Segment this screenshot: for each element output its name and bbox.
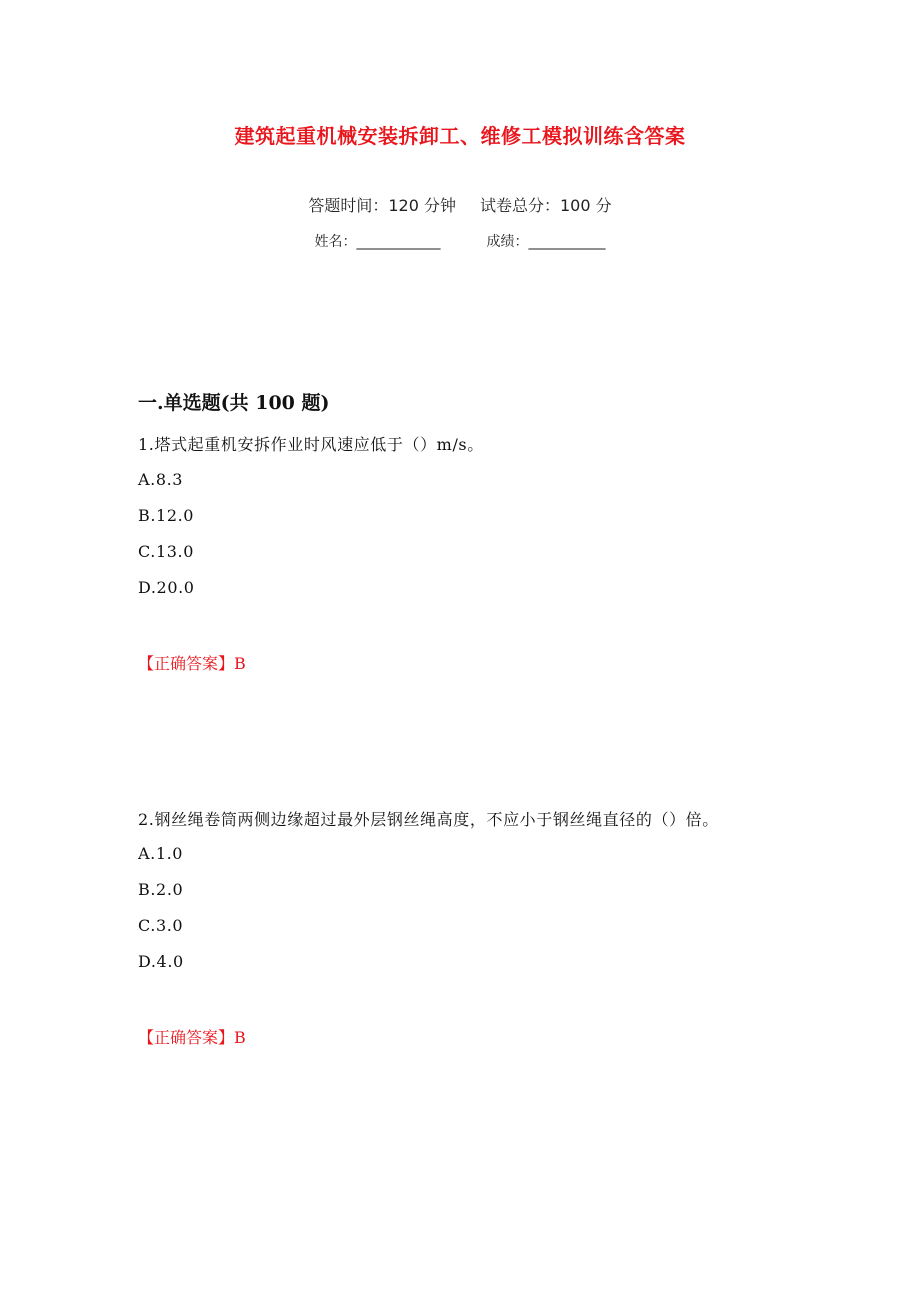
question-stem: 2.钢丝绳卷筒两侧边缘超过最外层钢丝绳高度，不应小于钢丝绳直径的（）倍。 [138, 810, 719, 829]
exam-time: 答题时间：120 分钟 [308, 196, 456, 215]
section-heading: 一.单选题(共 100 题) [138, 392, 330, 414]
answer-label: 【正确答案】 [138, 654, 235, 673]
score-field: 成绩：___________ [486, 234, 606, 250]
exam-info-row [0, 193, 920, 216]
option-a: A.1.0 [138, 844, 184, 863]
answer-value: B [234, 1028, 246, 1047]
question-stem: 1.塔式起重机安拆作业时风速应低于（）m/s。 [138, 435, 484, 454]
correct-answer [138, 651, 246, 674]
option-b: B.2.0 [138, 880, 184, 899]
option-a: A.8.3 [138, 470, 184, 489]
document-title: 建筑起重机械安装拆卸工、维修工模拟训练含答案 [234, 124, 686, 148]
option-b: B.12.0 [138, 506, 195, 525]
correct-answer [138, 1025, 246, 1048]
total-score: 试卷总分：100 分 [480, 196, 612, 215]
option-d: D.20.0 [138, 578, 195, 597]
answer-value: B [234, 654, 246, 673]
option-c: C.13.0 [138, 542, 194, 561]
candidate-info-row [0, 231, 920, 251]
name-field: 姓名：____________ [314, 234, 441, 250]
option-c: C.3.0 [138, 916, 184, 935]
answer-label: 【正确答案】 [138, 1028, 235, 1047]
option-d: D.4.0 [138, 952, 184, 971]
